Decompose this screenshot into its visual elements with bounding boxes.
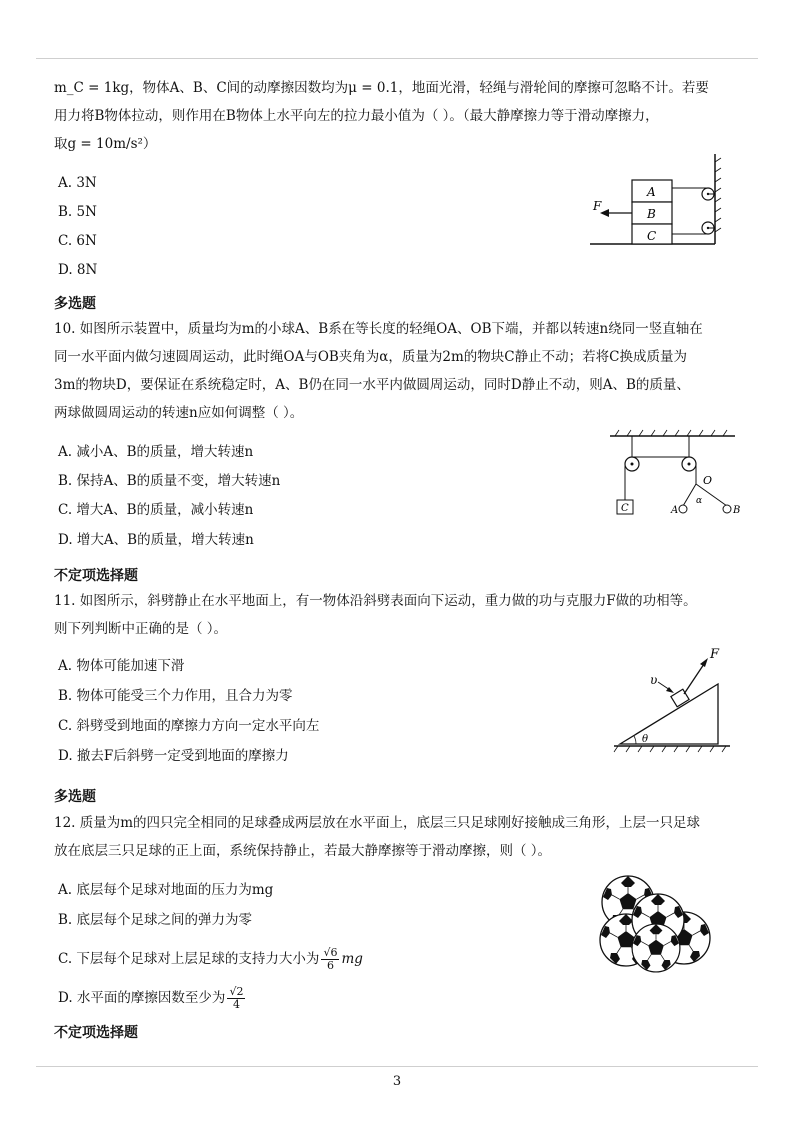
q10-option-b[interactable]: B. 保持A、B的质量不变，增大转速n bbox=[58, 473, 281, 489]
section-header-indefinite-2: 不定项选择题 bbox=[54, 1025, 138, 1041]
q11-option-a[interactable]: A. 物体可能加速下滑 bbox=[58, 658, 185, 674]
q12-option-d-fraction bbox=[227, 986, 245, 1011]
q9-label-c: C bbox=[647, 229, 657, 243]
q9-option-a[interactable]: A. 3N bbox=[58, 175, 97, 191]
q10-line-4: 两球做圆周运动的转速n应如何调整（ ）。 bbox=[54, 405, 304, 421]
q11-option-b[interactable]: B. 物体可能受三个力作用，且合力为零 bbox=[58, 688, 293, 704]
q9-figure-blocks bbox=[590, 152, 730, 252]
q9-option-b[interactable]: B. 5N bbox=[58, 204, 97, 220]
q12-figure-soccer-balls bbox=[598, 872, 718, 972]
q10-option-c[interactable]: C. 增大A、B的质量，减小转速n bbox=[58, 502, 254, 518]
q12-option-d-den: 4 bbox=[232, 998, 240, 1011]
q11-label-v: υ bbox=[650, 673, 658, 687]
section-header-indefinite-1: 不定项选择题 bbox=[54, 568, 138, 584]
q12-option-c-fraction bbox=[321, 947, 339, 972]
q11-option-d[interactable]: D. 撤去F后斜劈一定受到地面的摩擦力 bbox=[58, 748, 289, 764]
q12-line-1: 12. 质量为m的四只完全相同的足球叠成两层放在水平面上，底层三只足球刚好接触成三角形，上层一只足球 bbox=[54, 815, 701, 831]
q12-option-c-num: √6 bbox=[323, 946, 338, 959]
q9-label-b: B bbox=[647, 207, 656, 221]
q10-option-a[interactable]: A. 减小A、B的质量，增大转速n bbox=[58, 444, 254, 460]
q10-line-3: 3m的物块D，要保证在系统稳定时，A、B仍在同一水平内做圆周运动，同时D静止不动，则A、B的质量、 bbox=[54, 377, 690, 393]
q12-line-2: 放在底层三只足球的正上面，系统保持静止，若最大静摩擦等于滑动摩擦，则（ ）。 bbox=[54, 843, 552, 859]
q10-label-c: C bbox=[621, 503, 629, 514]
q9-label-f: F bbox=[593, 199, 602, 213]
q9-option-d[interactable]: D. 8N bbox=[58, 262, 98, 278]
q11-figure-incline bbox=[612, 642, 732, 754]
q11-label-f: F bbox=[710, 647, 720, 662]
q11-line-2: 则下列判断中正确的是（ ）。 bbox=[54, 621, 228, 637]
q12-option-d-num: √2 bbox=[229, 985, 244, 998]
section-header-multi-1: 多选题 bbox=[54, 296, 96, 312]
q12-option-d[interactable] bbox=[58, 983, 247, 1013]
q9-line-3: 取g = 10m/s²） bbox=[54, 136, 157, 152]
q10-label-o: O bbox=[703, 474, 713, 487]
q10-figure-pulleys bbox=[605, 428, 755, 528]
q9-line-1: m_C = 1kg，物体A、B、C间的动摩擦因数均为μ = 0.1，地面光滑，轻绳与滑轮间的摩擦可忽略不计。若要 bbox=[54, 80, 709, 96]
top-rule bbox=[36, 58, 758, 59]
q10-line-1: 10. 如图所示装置中，质量均为m的小球A、B系在等长度的轻绳OA、OB下端，并都以转速n绕同一竖直轴在 bbox=[54, 321, 703, 337]
bottom-rule bbox=[36, 1066, 758, 1067]
q10-label-alpha: α bbox=[696, 496, 703, 506]
q9-line-2: 用力将B物体拉动，则作用在B物体上水平向左的拉力最小值为（ ）。（最大静摩擦力等于滑动摩擦力， bbox=[54, 108, 659, 124]
q9-label-a: A bbox=[647, 185, 656, 199]
q10-label-a: A bbox=[671, 505, 679, 516]
page-number: 3 bbox=[392, 1074, 402, 1089]
q10-line-2: 同一水平面内做匀速圆周运动，此时绳OA与OB夹角为α，质量为2m的物块C静止不动；若将C换成质量为 bbox=[54, 349, 687, 365]
q12-option-d-prefix: D. 水平面的摩擦因数至少为 bbox=[58, 990, 226, 1006]
q12-option-c-suffix: mg bbox=[341, 951, 363, 967]
q11-option-c[interactable]: C. 斜劈受到地面的摩擦力方向一定水平向左 bbox=[58, 718, 320, 734]
q10-label-b: B bbox=[733, 505, 741, 516]
q10-option-d[interactable]: D. 增大A、B的质量，增大转速n bbox=[58, 532, 254, 548]
q12-option-c-den: 6 bbox=[326, 959, 334, 972]
q12-option-b[interactable]: B. 底层每个足球之间的弹力为零 bbox=[58, 912, 253, 928]
q11-label-theta: θ bbox=[642, 734, 649, 745]
q12-option-c-prefix: C. 下层每个足球对上层足球的支持力大小为 bbox=[58, 951, 320, 967]
q11-line-1: 11. 如图所示，斜劈静止在水平地面上，有一物体沿斜劈表面向下运动，重力做的功与克服力F做的功相等。 bbox=[54, 593, 697, 609]
section-header-multi-2: 多选题 bbox=[54, 789, 96, 805]
q9-option-c[interactable]: C. 6N bbox=[58, 233, 97, 249]
q12-option-c[interactable] bbox=[58, 944, 363, 974]
q12-option-a[interactable]: A. 底层每个足球对地面的压力为mg bbox=[58, 882, 274, 898]
